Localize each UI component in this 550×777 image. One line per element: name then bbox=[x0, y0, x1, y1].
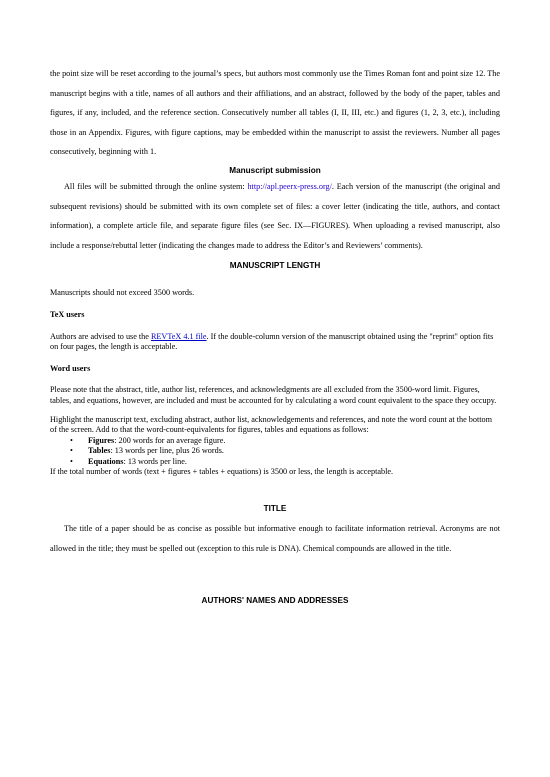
length-heading: MANUSCRIPT LENGTH bbox=[229, 261, 321, 271]
word-users-heading: Word users bbox=[50, 363, 91, 373]
list-item: • Equations: 13 words per line. bbox=[88, 457, 500, 468]
authors-heading: AUTHORS' NAMES AND ADDRESSES bbox=[201, 596, 349, 606]
word-total-text: If the total number of words (text + figures + tables + equations) is 3500 or less, the length is acceptable. bbox=[50, 467, 394, 477]
word-users-paragraph-2: Highlight the manuscript text, excluding abstract, author list, acknowledgements and references, and note the word count at the bottom of the screen. Add to that the word-count-equivalents for figures, tables and equations as follows: bbox=[50, 414, 492, 435]
list-item: • Tables: 13 words per line, plus 26 words. bbox=[88, 446, 500, 457]
title-paragraph: The title of a paper should be as concise as possible but informative enough to facilitate information retrieval. Acronyms are not allowed in the title; they must be spelled out (exception to this rule is DNA). Chemical compounds are allowed in the title. bbox=[50, 524, 500, 553]
intro-paragraph: the point size will be reset according to the journal’s specs, but authors most commonly use the Times Roman font and point size 12. The manuscript begins with a title, names of all authors and their affiliations, and an abstract, followed by the body of the paper, tables and figures, if any, included, and the reference section. Consecutively number all tables (I, II, III, etc.) and figures (1, 2, 3, etc.), including those in an Appendix. Figures, with figure captions, may be embedded within the manuscript to assist the reviewers. Number all pages consecutively, beginning with 1. bbox=[50, 69, 500, 157]
submission-paragraph: All files will be submitted through the online system: http://apl.peerx-press.org/. Each version of the manuscript (the original and subsequent revisions) should be submitted with its own complete set of files: a cover letter (indicating the title, authors, and contact information), a complete article file, and separate figure files (see Sec. IX—FIGURES). When uploading a revised manuscript, also include a response/rebuttal letter (indicating the changes made to address the Editor’s and Reviewers’ comments). bbox=[50, 181, 500, 250]
title-heading: TITLE bbox=[263, 504, 287, 514]
submission-heading: Manuscript submission bbox=[229, 165, 321, 175]
submission-url-link[interactable]: http://apl.peerx-press.org/ bbox=[247, 181, 332, 191]
revtex-link[interactable]: REVTeX 4.1 file bbox=[150, 331, 207, 341]
length-limit-text: Manuscripts should not exceed 3500 words. bbox=[50, 288, 195, 298]
tex-users-heading: TeX users bbox=[50, 309, 85, 319]
word-users-paragraph-1: Please note that the abstract, title, author list, references, and acknowledgments are all excluded from the 3500-word limit. Figures, tables, and equations, however, are included and must be accounted for by calculating a word count equivalent to the space they occupy. bbox=[50, 385, 497, 405]
tex-users-paragraph: Authors are advised to use the REVTeX 4.1 file. If the double-column version of the manuscript obtained using the "reprint" option fits on four pages, the length is acceptable. bbox=[50, 331, 494, 352]
list-item: • Figures: 200 words for an average figure. bbox=[88, 436, 500, 447]
word-count-list bbox=[50, 436, 500, 468]
document-page bbox=[50, 64, 500, 605]
